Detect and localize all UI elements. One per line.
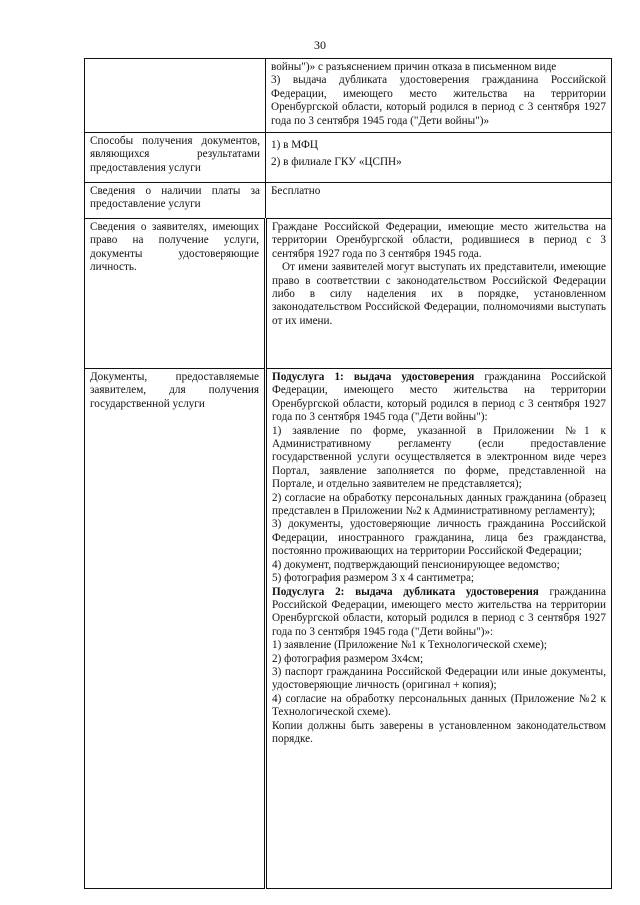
content-paragraph: От имени заявителей могут выступать их представители, имеющие право в соответствии с законодательством Российской Федерации либо в силу наделения их в порядке, установленном законодательством Российской Федерации, полномочиями выступать от их имени. (272, 261, 606, 327)
subservice-1-title: Подуслуга 1: выдача удостоверения (272, 371, 475, 383)
content-paragraph: Бесплатно (271, 185, 321, 197)
list-item: 1) заявление по форме, указанной в Приложении №1 к Административному регламенту (если предоставление государственной услуги осуществляется в электронном виде через Портал, заявление заполняется по форме, представленной на Портале, и отдельно заявителем не представляется); (272, 424, 606, 491)
row-content (266, 183, 612, 219)
row-label: Сведения о наличии платы за предоставление услуги (85, 183, 266, 219)
row-label: Документы, предоставляемые заявителем, для получения государственной услуги (85, 369, 266, 889)
content-paragraph: 2) в филиале ГКУ «ЦСПН» (271, 156, 402, 169)
list-item: 2) фотография размером 3x4см; (272, 652, 424, 665)
table-row (85, 219, 612, 369)
table-row (85, 133, 612, 183)
content-paragraph: войны")» с разъяснением причин отказа в письменном виде (271, 61, 557, 73)
row-label-empty (85, 59, 266, 133)
list-item: 4) согласие на обработку персональных данных (Приложение №2 к Технологической схеме). (272, 692, 606, 719)
subservice-1-text: гражданина Российской Федерации, имеющего место жительства на территории Оренбургской области, который родился в период с 3 сентября 1927 года по 3 сентября 1945 года ("Дети войны"): (272, 371, 606, 424)
list-item: 4) документ, подтверждающий пенсионирующее ведомство; (272, 558, 560, 571)
table-row (85, 59, 612, 133)
row-content (266, 219, 612, 369)
table-row (85, 183, 612, 219)
row-content (266, 59, 612, 133)
content-paragraph: 3) выдача дубликата удостоверения гражданина Российской Федерации, имеющего место жительства на территории Оренбургской области, который родился в период с 3 сентября 1927 года по 3 сентября 1945 года ("Дети войны")» (271, 74, 606, 127)
row-content (266, 133, 612, 183)
list-item: 1) заявление (Приложение №1 к Технологической схеме); (272, 639, 547, 652)
page-number: 30 (314, 38, 326, 52)
list-item: 3) документы, удостоверяющие личность гражданина Российской Федерации, иностранного гражданина, лица без гражданства, постоянно проживающих на территории Российской Федерации; (272, 518, 606, 558)
subservice-2-title: Подуслуга 2: выдача дубликата удостоверения (272, 585, 539, 598)
list-item: Копии должны быть заверены в установленном законодательством порядке. (272, 719, 606, 745)
list-item: 3) паспорт гражданина Российской Федерации или иные документы, удостоверяющие личность (оригинал + копия); (272, 665, 606, 692)
subservice-1-paragraph (272, 371, 606, 425)
row-label: Способы получения документов, являющихся результатами предоставления услуги (85, 133, 266, 183)
content-paragraph: Граждане Российской Федерации, имеющие место жительства на территории Оренбургской области, родившиеся в период с 3 сентября 1927 года по 3 сентября 1945 года. (272, 221, 606, 260)
list-item: 5) фотография размером 3 x 4 сантиметра; (272, 572, 475, 585)
list-item: 2) согласие на обработку персональных данных гражданина (образец представлен в Приложении №2 к Административному регламенту); (272, 491, 606, 518)
subservice-2-text: гражданина Российской Федерации, имеющего место жительства на территории Оренбургской области, который родился в период с 3 сентября 1927 года по 3 сентября 1945 года ("Дети войны")»: (272, 585, 606, 638)
content-paragraph: 1) в МФЦ (271, 139, 318, 151)
row-content (266, 369, 612, 889)
table-row (85, 369, 612, 889)
subservice-2-paragraph (272, 586, 606, 640)
row-label: Сведения о заявителях, имеющих право на получение услуги, документы удостоверяющие личность. (85, 219, 266, 369)
service-info-table (84, 58, 612, 889)
